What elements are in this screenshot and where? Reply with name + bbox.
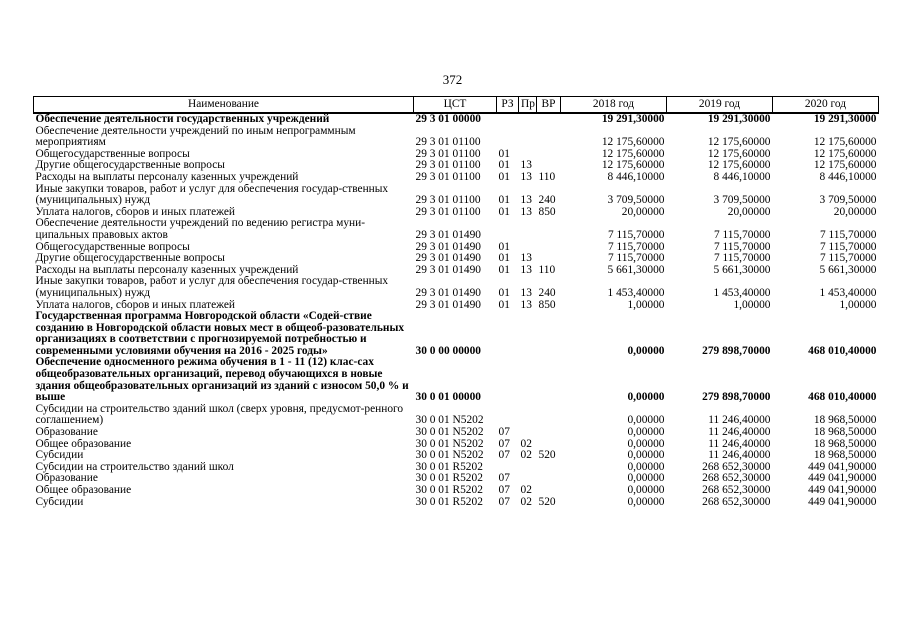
budget-table <box>33 96 879 508</box>
row-2018: 12 175,60000 <box>601 160 665 172</box>
row-pr: 02 <box>520 450 532 462</box>
row-2020: 5 661,30000 <box>819 264 877 276</box>
table-row <box>34 427 879 439</box>
row-2018: 0,00000 <box>627 344 665 357</box>
table-row <box>34 172 879 184</box>
row-cst: 30 0 01 R5202 <box>415 496 483 508</box>
row-rz: 07 <box>498 496 510 508</box>
table-row <box>34 357 879 403</box>
row-name: Образование <box>35 473 98 485</box>
row-name: Обеспечение деятельности государственных учреждений <box>35 113 330 125</box>
row-2019: 268 652,30000 <box>702 496 771 508</box>
row-2018: 7 115,70000 <box>607 253 665 265</box>
row-2019: 11 246,40000 <box>708 450 771 462</box>
row-2018: 12 175,60000 <box>601 148 665 160</box>
row-rz: 01 <box>498 148 510 160</box>
row-cst: 30 0 01 N5202 <box>415 450 484 462</box>
row-cst: 29 3 01 00000 <box>415 113 481 125</box>
row-vr: 240 <box>538 194 556 207</box>
row-cst: 29 3 01 01490 <box>415 264 481 276</box>
row-2019: 268 652,30000 <box>702 461 771 473</box>
row-2018: 0,00000 <box>627 473 665 485</box>
row-pr: 02 <box>520 485 532 496</box>
row-name: Расходы на выплаты персоналу казенных учреждений <box>35 264 299 276</box>
row-2019: 268 652,30000 <box>702 473 771 485</box>
row-pr <box>519 149 537 161</box>
row-2018: 12 175,60000 <box>601 136 665 149</box>
row-2020: 18 968,50000 <box>813 450 877 462</box>
table-header <box>34 97 879 114</box>
row-rz: 07 <box>498 427 510 439</box>
row-cst: 29 3 01 01100 <box>415 136 481 149</box>
row-2020: 18 968,50000 <box>813 414 877 427</box>
row-cst: 30 0 01 00000 <box>415 391 481 404</box>
row-2019: 12 175,60000 <box>707 160 771 172</box>
row-name: Субсидии на строительство зданий школ <box>35 461 234 473</box>
row-2019: 279 898,70000 <box>702 344 771 357</box>
row-name: Обеспечение деятельности учреждений по ведению регистра муни-ципальных правовых актов <box>35 218 366 241</box>
row-2018: 20,00000 <box>621 206 665 218</box>
table-row <box>34 207 879 219</box>
row-2019: 20,00000 <box>727 206 771 218</box>
row-2018: 0,00000 <box>627 496 665 508</box>
row-2020: 3 709,50000 <box>819 194 877 207</box>
row-2019: 1 453,40000 <box>713 286 771 299</box>
row-vr: 240 <box>538 286 556 299</box>
row-vr <box>537 311 561 357</box>
row-cst: 29 3 01 01490 <box>415 286 481 299</box>
row-rz: 01 <box>498 206 510 218</box>
row-rz: 07 <box>498 438 510 450</box>
row-pr: 13 <box>520 160 532 172</box>
row-rz <box>497 462 519 474</box>
row-2020: 18 968,50000 <box>813 438 877 450</box>
row-2019: 11 246,40000 <box>708 414 771 427</box>
row-name: Субсидии <box>35 450 84 462</box>
header-vr: ВР <box>537 97 561 114</box>
row-cst: 29 3 01 01100 <box>415 171 481 183</box>
row-vr <box>537 126 561 149</box>
header-name: Наименование <box>34 97 414 114</box>
page-number: 372 <box>442 72 463 87</box>
row-rz: 01 <box>498 264 510 276</box>
row-vr <box>537 473 561 485</box>
row-vr <box>537 113 561 126</box>
row-name: Государственная программа Новгородской области «Содей-ствие созданию в Новгородской области новых мест в общеоб-разовательных организациях в соответствии с прогнозируемой потребностью и современными условиями обучения на 2016 - 2025 годы» <box>35 311 405 357</box>
row-vr <box>537 218 561 241</box>
table-row <box>34 276 879 299</box>
row-rz: 07 <box>498 473 510 485</box>
row-2019: 268 652,30000 <box>702 485 771 496</box>
row-2019: 279 898,70000 <box>702 391 771 404</box>
row-rz: 01 <box>498 253 510 265</box>
row-2018: 7 115,70000 <box>607 228 665 241</box>
row-vr <box>537 427 561 439</box>
row-2019: 3 709,50000 <box>713 194 771 207</box>
row-name: Другие общегосударственные вопросы <box>35 160 225 172</box>
row-2019: 5 661,30000 <box>713 264 771 276</box>
row-2020: 7 115,70000 <box>819 241 877 253</box>
row-rz <box>497 311 519 357</box>
row-rz: 07 <box>498 450 510 462</box>
row-2019: 1,00000 <box>733 299 771 311</box>
row-vr <box>537 242 561 254</box>
row-2018: 1,00000 <box>627 299 665 311</box>
row-2019: 12 175,60000 <box>707 136 771 149</box>
row-2019: 19 291,30000 <box>707 113 771 125</box>
row-vr: 110 <box>538 171 556 183</box>
row-name: Субсидии на строительство зданий школ (сверх уровня, предусмот-ренного соглашением) <box>35 403 404 427</box>
row-pr: 13 <box>520 299 532 311</box>
row-2020: 449 041,90000 <box>808 461 877 473</box>
row-2019: 7 115,70000 <box>713 228 771 241</box>
row-rz <box>497 218 519 241</box>
table-row <box>34 473 879 485</box>
table-row <box>34 439 879 451</box>
table-row <box>34 160 879 172</box>
table-row <box>34 113 879 126</box>
row-cst: 29 3 01 01100 <box>415 148 481 160</box>
row-cst: 30 0 01 R5202 <box>415 485 483 496</box>
header-rz: РЗ <box>497 97 519 114</box>
table-row <box>34 311 879 357</box>
row-name: Иные закупки товаров, работ и услуг для обеспечения государ-ственных (муниципальных) нужд <box>35 183 389 207</box>
row-rz: 01 <box>498 286 510 299</box>
row-name: Субсидии <box>35 496 84 508</box>
table-row <box>34 126 879 149</box>
row-2019: 7 115,70000 <box>713 241 771 253</box>
row-2018: 0,00000 <box>627 485 665 496</box>
row-rz <box>497 404 519 427</box>
row-vr: 520 <box>538 496 556 508</box>
row-2019: 7 115,70000 <box>713 253 771 265</box>
table-row <box>34 497 879 509</box>
row-pr: 13 <box>520 171 532 183</box>
row-cst: 29 3 01 01490 <box>415 228 481 241</box>
row-name: Расходы на выплаты персоналу казенных учреждений <box>35 171 299 183</box>
row-2020: 449 041,90000 <box>808 496 877 508</box>
row-vr <box>537 485 561 497</box>
row-vr: 850 <box>538 299 556 311</box>
table-row <box>34 462 879 474</box>
row-name: Общее образование <box>35 485 132 496</box>
header-row <box>34 97 879 114</box>
table-row <box>34 242 879 254</box>
row-rz: 01 <box>498 171 510 183</box>
row-pr <box>519 218 537 241</box>
row-2018: 7 115,70000 <box>607 241 665 253</box>
row-2018: 19 291,30000 <box>601 113 665 125</box>
row-2018: 1 453,40000 <box>607 286 665 299</box>
budget-table-container <box>33 96 879 508</box>
row-name: Другие общегосударственные вопросы <box>35 253 225 265</box>
row-cst: 30 0 01 R5202 <box>415 473 483 485</box>
row-vr <box>537 462 561 474</box>
header-cst: ЦСТ <box>414 97 497 114</box>
row-pr <box>519 404 537 427</box>
row-2018: 0,00000 <box>627 438 665 450</box>
row-2018: 0,00000 <box>627 461 665 473</box>
row-2020: 449 041,90000 <box>808 485 877 496</box>
row-pr: 02 <box>520 438 532 450</box>
table-row <box>34 149 879 161</box>
row-vr: 520 <box>538 450 556 462</box>
table-row <box>34 218 879 241</box>
row-vr <box>537 357 561 403</box>
header-pr: Пр <box>519 97 537 114</box>
row-rz: 01 <box>498 160 510 172</box>
row-2020: 449 041,90000 <box>808 473 877 485</box>
row-rz <box>497 126 519 149</box>
row-pr <box>519 473 537 485</box>
row-pr: 13 <box>520 206 532 218</box>
row-pr <box>519 242 537 254</box>
row-2019: 11 246,40000 <box>708 427 771 439</box>
row-name: Обеспечение односменного режима обучения в 1 - 11 (12) клас-сах общеобразовательных организаций, перевод обучающихся в новые здания общеобразовательных организаций из зданий с износом 50,0 % и выше <box>35 357 409 404</box>
row-2020: 19 291,30000 <box>813 113 877 125</box>
table-row <box>34 265 879 277</box>
row-2020: 8 446,10000 <box>819 171 877 183</box>
row-vr <box>537 404 561 427</box>
row-vr <box>537 160 561 172</box>
row-2019: 12 175,60000 <box>707 148 771 160</box>
row-2019: 11 246,40000 <box>708 438 771 450</box>
header-2018: 2018 год <box>561 97 667 114</box>
row-rz: 01 <box>498 299 510 311</box>
row-cst: 29 3 01 01490 <box>415 241 481 253</box>
table-row <box>34 485 879 497</box>
row-2018: 3 709,50000 <box>607 194 665 207</box>
table-row <box>34 450 879 462</box>
row-2019: 8 446,10000 <box>713 171 771 183</box>
row-vr <box>537 149 561 161</box>
row-cst: 30 0 01 N5202 <box>415 427 484 439</box>
header-2019: 2019 год <box>667 97 773 114</box>
row-rz <box>497 357 519 403</box>
row-pr: 13 <box>520 286 532 299</box>
row-name: Общегосударственные вопросы <box>35 148 190 160</box>
row-cst: 30 0 01 R5202 <box>415 461 483 473</box>
row-cst: 29 3 01 01100 <box>415 194 481 207</box>
row-2020: 1,00000 <box>839 299 877 311</box>
row-cst: 29 3 01 01100 <box>415 160 481 172</box>
row-name: Иные закупки товаров, работ и услуг для обеспечения государ-ственных (муниципальных) нужд <box>35 276 389 299</box>
row-2020: 1 453,40000 <box>819 286 877 299</box>
row-2018: 8 446,10000 <box>607 171 665 183</box>
row-cst: 29 3 01 01490 <box>415 299 481 311</box>
row-2020: 7 115,70000 <box>819 228 877 241</box>
row-vr <box>537 253 561 265</box>
row-pr <box>519 113 537 126</box>
row-pr <box>519 462 537 474</box>
row-name: Общегосударственные вопросы <box>35 241 190 253</box>
row-pr <box>519 427 537 439</box>
table-body <box>34 113 879 508</box>
row-vr: 110 <box>538 264 556 276</box>
row-cst: 29 3 01 01490 <box>415 253 481 265</box>
table-row <box>34 184 879 207</box>
row-vr <box>537 439 561 451</box>
row-2020: 18 968,50000 <box>813 427 877 439</box>
row-pr: 02 <box>520 496 532 508</box>
row-name: Общее образование <box>35 438 132 450</box>
row-pr: 13 <box>520 253 532 265</box>
row-2020: 12 175,60000 <box>813 160 877 172</box>
header-2020: 2020 год <box>773 97 879 114</box>
row-2018: 5 661,30000 <box>607 264 665 276</box>
row-rz: 01 <box>498 241 510 253</box>
row-vr: 850 <box>538 206 556 218</box>
row-pr: 13 <box>520 264 532 276</box>
row-pr: 13 <box>520 194 532 207</box>
row-2018: 0,00000 <box>627 450 665 462</box>
row-2020: 12 175,60000 <box>813 148 877 160</box>
table-row <box>34 404 879 427</box>
row-rz <box>497 113 519 126</box>
row-2018: 0,00000 <box>627 414 665 427</box>
row-pr <box>519 311 537 357</box>
row-name: Уплата налогов, сборов и иных платежей <box>35 206 235 218</box>
row-cst: 30 0 00 00000 <box>415 344 481 357</box>
row-2020: 20,00000 <box>833 206 877 218</box>
row-cst: 30 0 01 N5202 <box>415 438 484 450</box>
row-2020: 468 010,40000 <box>808 391 877 404</box>
row-name: Уплата налогов, сборов и иных платежей <box>35 299 235 311</box>
row-cst: 30 0 01 N5202 <box>415 414 484 427</box>
row-cst: 29 3 01 01100 <box>415 206 481 218</box>
row-2020: 468 010,40000 <box>808 344 877 357</box>
row-rz: 01 <box>498 194 510 207</box>
row-pr <box>519 126 537 149</box>
table-row <box>34 300 879 312</box>
row-name: Обеспечение деятельности учреждений по иным непрограммным мероприятиям <box>35 125 356 149</box>
row-2018: 0,00000 <box>627 391 665 404</box>
row-2020: 12 175,60000 <box>813 136 877 149</box>
row-rz: 07 <box>498 485 510 496</box>
table-row <box>34 253 879 265</box>
row-pr <box>519 357 537 403</box>
row-2018: 0,00000 <box>627 427 665 439</box>
row-2020: 7 115,70000 <box>819 253 877 265</box>
row-name: Образование <box>35 427 98 439</box>
